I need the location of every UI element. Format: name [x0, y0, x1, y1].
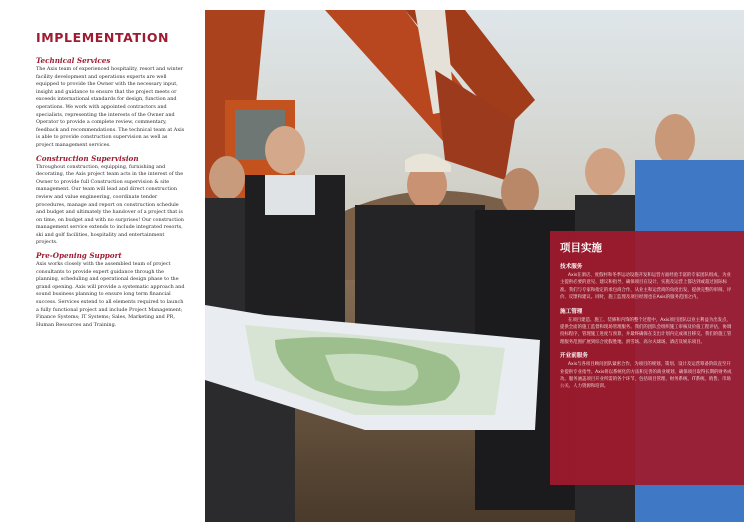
panel-body-construction-management: 在项目建造、施工、装修和内饰的整个过程中，Axis项目团队以业主利益为出发点，提供全面的施工监督和现场管理服务。我们的团队会组织施工审核及价值工程评估，协调投标程序，管理施工进度与预算，并最终确保在支出计划内完成项目移交。我们的施工管理服务范围扩展到综合度假胜地、滑雪场、高尔夫球场、酒店及娱乐项目。 — [560, 317, 732, 345]
panel-heading-pre-opening-services: 开业前服务 — [560, 353, 588, 360]
section-heading-construction-supervision: Construction Supervision — [36, 153, 139, 163]
section-heading-pre-opening-support: Pre-Opening Support — [36, 251, 122, 261]
chinese-summary-panel — [550, 231, 744, 485]
panel-heading-technical-services: 技术服务 — [560, 264, 583, 270]
panel-body-technical-services: Axis在酒店、度假村和冬季运动设施开发和运营方面经验丰富的专家团队组成，为业主提供必要的意见、建议和指导，确保项目在设计、实施及运营上都达到或超过国际标准。我们与专家和指定的承包商合作，从业主和运营商的角度出发，提供完整的审阅、评价、反馈和建议。同时，施工监理及项目经理也在Axis的服务范围之内。 — [560, 273, 732, 301]
panel-title: 项目实施 — [560, 242, 602, 254]
english-text-column — [36, 30, 186, 333]
section-body-pre-opening-support: Axis works closely with the assembled team of project consultants to provide expert guidance through the planning, scheduling and operational design phase to the grand opening. Axis will provide a systematic approach and sound business planning to ensure long term financial success. Services extend to all elements required to launch a fully functional project and include Project Management; Finance Systems; IT Systems; Sales, Marketing and PR, Human Resources and Training. — [36, 261, 185, 328]
section-body-technical-services: The Axis team of experienced hospitality, resort and winter facility development and operations experts are well equipped to provide the Owner with the necessary input, insight and guidance to ensure that the project meets or exceeds international standards for design, function and operations. We work with appointed contractors and specialists, representing the interests of the Owner and Operator to provide a complete review, commentary, feedback and recommendations. The technical team at Axis is able to provide construction supervision as well as project management services. — [36, 66, 185, 148]
section-body-construction-supervision: Throughout construction, equipping, furnishing and decorating, the Axis project team acts in the interest of the Owner to provide full Construction supervision & site management. Our team will lead and direct construction review and value engineering, coordinate tender procedures, manage and report on construction schedule and budget and ultimately the handover of a project that is on time, on budget and with no surprises! Our construction management service extends to include integrated resorts, ski and golf facilities, hospitality and entertainment projects. — [36, 163, 184, 246]
panel-body-pre-opening-services: Axis与各项目顾问团队紧密合作，为项目的规划、策划、设计及运营筹备阶段直至开业提供专业指导。Axis将以系统化的方法和完善的商业规划，确保项目取得长期的财务成功。服务涵盖项目开业所需的各个环节，包括项目管理、财务系统、IT系统、销售、市场公关、人力资源和培训。 — [560, 362, 732, 390]
panel-heading-construction-management: 施工管理 — [560, 308, 583, 315]
section-heading-technical-services: Technical Services — [36, 56, 111, 65]
page-title: IMPLEMENTATION — [36, 30, 170, 45]
